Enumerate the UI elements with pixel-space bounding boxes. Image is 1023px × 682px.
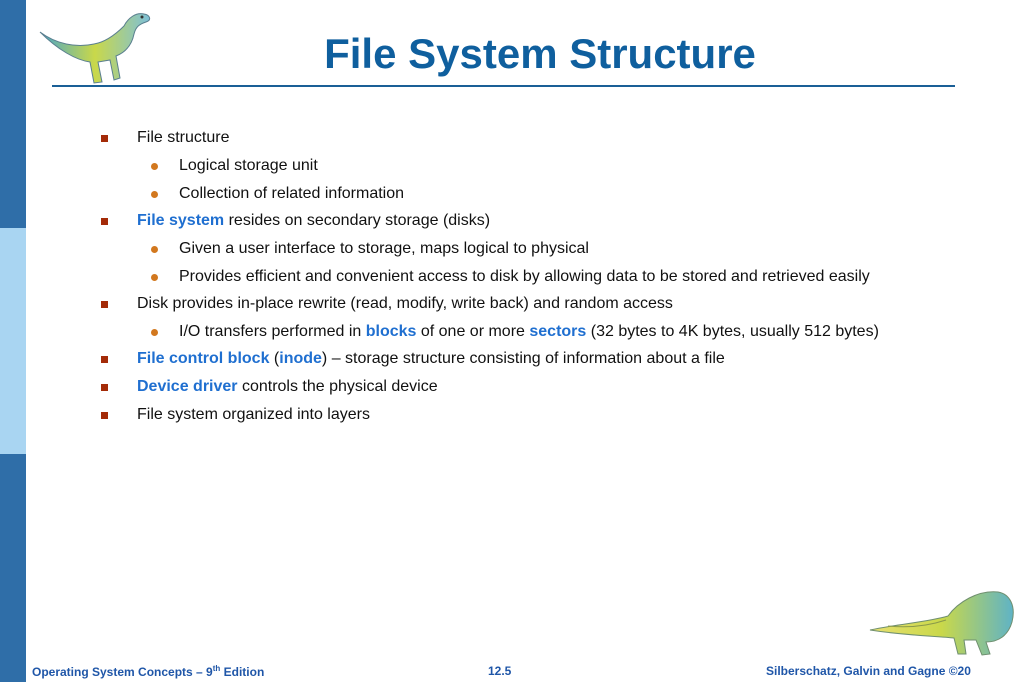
item-text: Given a user interface to storage, maps logical to physical bbox=[179, 240, 589, 257]
item-text: Disk provides in-place rewrite (read, modify, write back) and random access bbox=[137, 295, 673, 312]
list-item bbox=[179, 322, 879, 342]
keyword: blocks bbox=[365, 323, 417, 340]
square-bullet bbox=[101, 301, 108, 308]
footer-book-title bbox=[32, 664, 264, 679]
list-item bbox=[137, 349, 725, 369]
item-text: Provides efficient and convenient access to disk by allowing data to be stored and retrieved easily bbox=[179, 268, 870, 285]
round-bullet bbox=[151, 163, 158, 170]
list-item bbox=[137, 377, 438, 397]
left-sidebar bbox=[0, 0, 26, 682]
item-text: controls the physical device bbox=[237, 378, 438, 395]
square-bullet bbox=[101, 412, 108, 419]
page-number: 12.5 bbox=[488, 664, 512, 678]
keyword: File system bbox=[137, 212, 225, 229]
item-text: I/O transfers performed in bbox=[179, 323, 366, 340]
list-item bbox=[137, 405, 370, 425]
item-text: of one or more bbox=[416, 323, 530, 340]
list-item bbox=[137, 211, 490, 231]
list-item bbox=[179, 267, 870, 287]
footer-book-name: Operating System Concepts – 9 bbox=[32, 665, 213, 679]
footer-authors: Silberschatz, Galvin and Gagne ©20 bbox=[766, 664, 971, 678]
item-text: ) – storage structure consisting of information about a file bbox=[321, 350, 725, 367]
footer-edition-sup: th bbox=[212, 664, 221, 673]
item-text: Logical storage unit bbox=[179, 157, 318, 174]
item-text: Collection of related information bbox=[179, 185, 405, 202]
keyword: Device driver bbox=[137, 378, 238, 395]
round-bullet bbox=[151, 191, 158, 198]
square-bullet bbox=[101, 384, 108, 391]
sidebar-segment-middle bbox=[0, 228, 26, 454]
round-bullet bbox=[151, 274, 158, 281]
dinosaur-logo-icon bbox=[36, 4, 156, 86]
square-bullet bbox=[101, 218, 108, 225]
list-item bbox=[137, 294, 673, 314]
keyword: inode bbox=[279, 350, 322, 367]
dinosaur-icon bbox=[868, 582, 1018, 657]
item-text: (32 bytes to 4K bytes, usually 512 bytes) bbox=[586, 323, 879, 340]
keyword: File control block bbox=[137, 350, 270, 367]
page-title: File System Structure bbox=[324, 30, 756, 77]
title-divider bbox=[52, 85, 955, 87]
round-bullet bbox=[151, 329, 158, 336]
sidebar-segment-top bbox=[0, 0, 26, 228]
list-item bbox=[179, 239, 589, 259]
list-item bbox=[179, 156, 318, 176]
item-text: File structure bbox=[137, 129, 230, 146]
square-bullet bbox=[101, 356, 108, 363]
footer-edition-word: Edition bbox=[220, 665, 265, 679]
sidebar-segment-bottom bbox=[0, 454, 26, 682]
list-item bbox=[179, 184, 404, 204]
square-bullet bbox=[101, 135, 108, 142]
item-text: File system organized into layers bbox=[137, 406, 370, 423]
item-text: ( bbox=[269, 350, 280, 367]
item-text: resides on secondary storage (disks) bbox=[224, 212, 491, 229]
keyword: sectors bbox=[529, 323, 587, 340]
round-bullet bbox=[151, 246, 158, 253]
list-item bbox=[137, 128, 229, 148]
